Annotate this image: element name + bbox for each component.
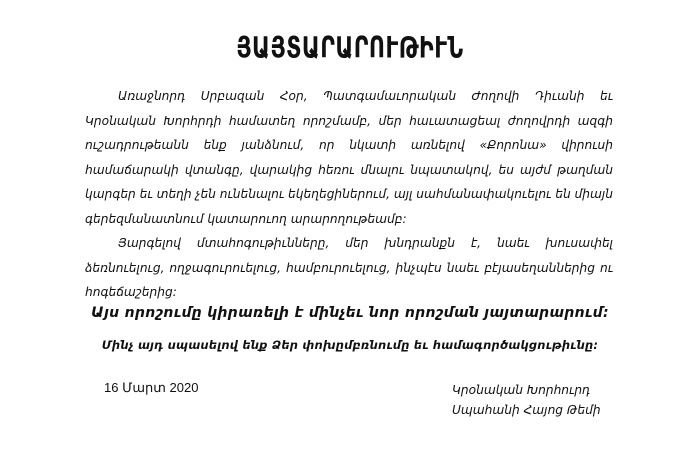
document-title: ՅԱՅՏԱՐԱՐՈՒԹԻՒՆ <box>236 32 464 66</box>
body-paragraph-1: Առաջնորդ Սրբազան Հօր, Պատգամաւորական Ժողովի Դիւանի եւ Կրօնական Խորհրդի համատեղ որոշմամբ, մեր հաւատացեալ ժողովրդի ազգի ուշադրութեանն ենք յանձնում, որ նկատի առնելով «Քորոնա» վիրուսի համաճարակի վտանգը, վարակից հեռու մնալու նպատակով, ես այժմ թաղման կարգեր եւ տեղի չեն ունենալու եկեղեցիներում, այլ սահմանափակուելու են միայն գերեզմանատնում կատարուող արարողութեամբ: <box>85 89 613 226</box>
signature-line-2: Սպահանի Հայոց Թեմի <box>452 403 601 417</box>
document-date: 16 Մարտ 2020 <box>104 380 199 395</box>
body-paragraph-2: Յարգելով մտահոգութիւնները, մեր խնդրանքն է, նաեւ խուսափել ձեռնուելուց, ողջագուրուելուց, համբուրուելուց, ինչպէս նաեւ բէյասեղաններից ու հոգեճաշերից: <box>85 236 613 299</box>
signature-block <box>452 380 601 420</box>
notice-cooperation: Մինչ այդ սպասելով ենք Ձեր փոխըմբռնումը եւ համագործակցութիւնը: <box>101 338 599 352</box>
signature-line-1: Կրօնական Խորհուրդ <box>452 383 591 397</box>
document-body <box>85 84 613 305</box>
notice-validity: Այս որոշումը կիրառելի է մինչեւ նոր որոշման յայտարարում: <box>91 305 609 321</box>
